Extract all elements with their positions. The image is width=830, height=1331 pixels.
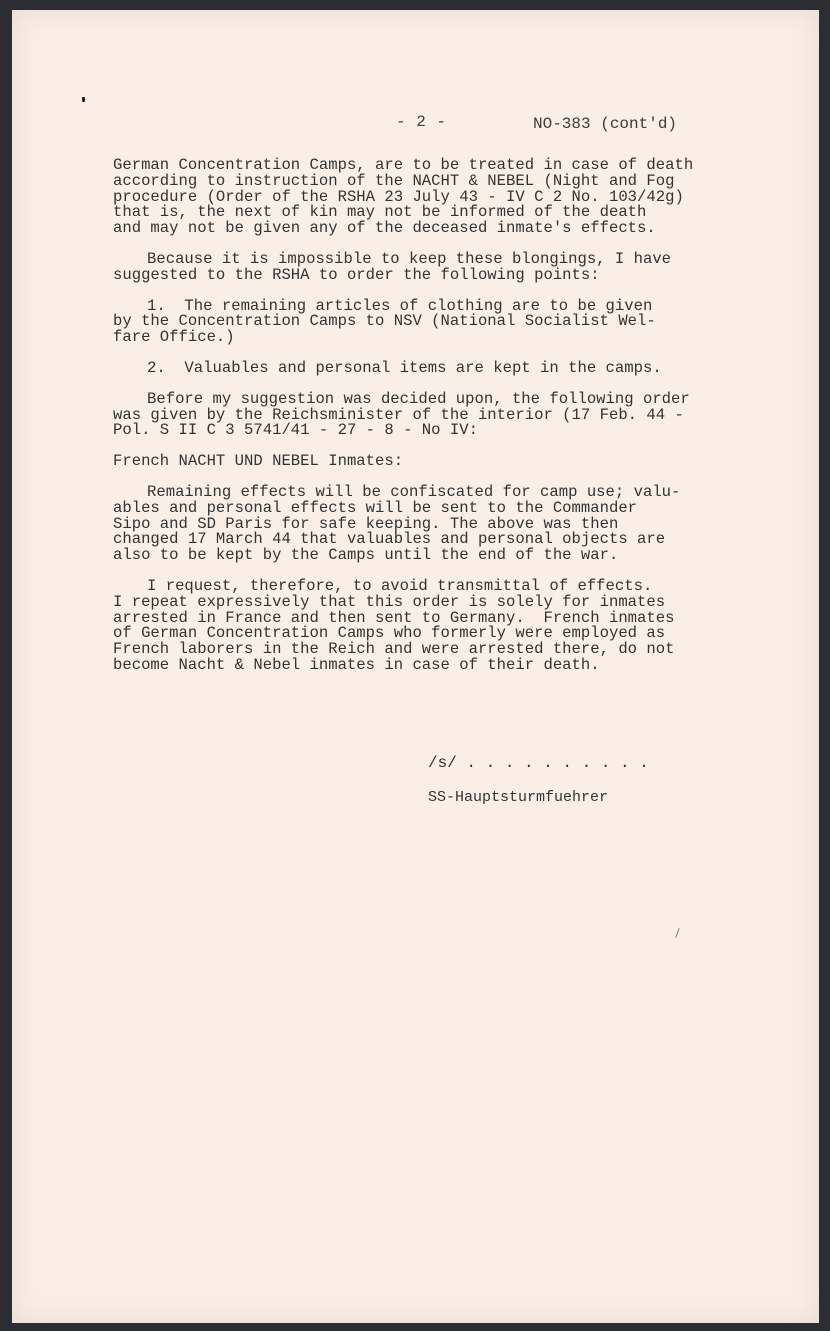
signature-line: /s/ . . . . . . . . . . xyxy=(428,754,649,772)
text-line: become Nacht & Nebel inmates in case of their death. xyxy=(113,655,600,674)
text-line: 2. Valuables and personal items are kept in the camps. xyxy=(147,358,662,377)
page-number: - 2 - xyxy=(396,113,447,131)
text-line: I request, therefore, to avoid transmittal of effects. xyxy=(147,576,653,595)
text-line: Remaining effects will be confiscated for camp use; valu- xyxy=(147,482,681,501)
signature-title: SS-Hauptsturmfuehrer xyxy=(428,789,609,806)
text-line: arrested in France and then sent to Germany. French inmates xyxy=(113,608,675,627)
text-line: procedure (Order of the RSHA 23 July 43 - IV C 2 No. 103/42g) xyxy=(113,187,684,206)
paragraph-prior-order xyxy=(113,389,753,440)
text-line: that is, the next of kin may not be informed of the death xyxy=(113,203,647,222)
text-line: ables and personal effects will be sent to the Commander xyxy=(113,498,638,517)
paragraph-request xyxy=(113,576,753,674)
text-line: changed 17 March 44 that valuables and personal objects are xyxy=(113,530,666,549)
text-line: Sipo and SD Paris for safe keeping. The above was then xyxy=(113,514,619,533)
point-two xyxy=(113,358,753,377)
text-line: was given by the Reichsminister of the interior (17 Feb. 44 - xyxy=(113,405,684,424)
paragraph-belongings xyxy=(113,249,753,284)
text-line: according to instruction of the NACHT & NEBEL (Night and Fog xyxy=(113,171,675,190)
point-one xyxy=(113,296,753,347)
section-heading xyxy=(113,454,753,470)
text-line: Pol. S II C 3 5741/41 - 27 - 8 - No IV: xyxy=(113,421,478,440)
letter-body xyxy=(113,158,753,674)
text-line: of German Concentration Camps who formerly were employed as xyxy=(113,624,666,643)
paragraph-remaining-effects xyxy=(113,482,753,565)
text-line: German Concentration Camps, are to be treated in case of death xyxy=(113,156,694,174)
text-line: suggested to the RSHA to order the following points: xyxy=(113,265,600,284)
paragraph-death-procedure xyxy=(113,158,753,237)
text-line: Before my suggestion was decided upon, the following order xyxy=(147,389,690,408)
document-id: NO-383 (cont'd) xyxy=(533,115,678,133)
text-line: and may not be given any of the deceased inmate's effects. xyxy=(113,219,656,238)
text-line: 1. The remaining articles of clothing are to be given xyxy=(147,296,653,315)
text-line: by the Concentration Camps to NSV (National Socialist Wel- xyxy=(113,312,656,331)
text-line: French NACHT UND NEBEL Inmates: xyxy=(113,452,404,471)
text-line: Because it is impossible to keep these blongings, I have xyxy=(147,249,672,268)
text-line: fare Office.) xyxy=(113,328,235,347)
text-line: I repeat expressively that this order is solely for inmates xyxy=(113,592,666,611)
ink-speck xyxy=(82,97,85,102)
text-line: French laborers in the Reich and were arrested there, do not xyxy=(113,640,675,659)
text-line: also to be kept by the Camps until the end of the war. xyxy=(113,546,619,565)
